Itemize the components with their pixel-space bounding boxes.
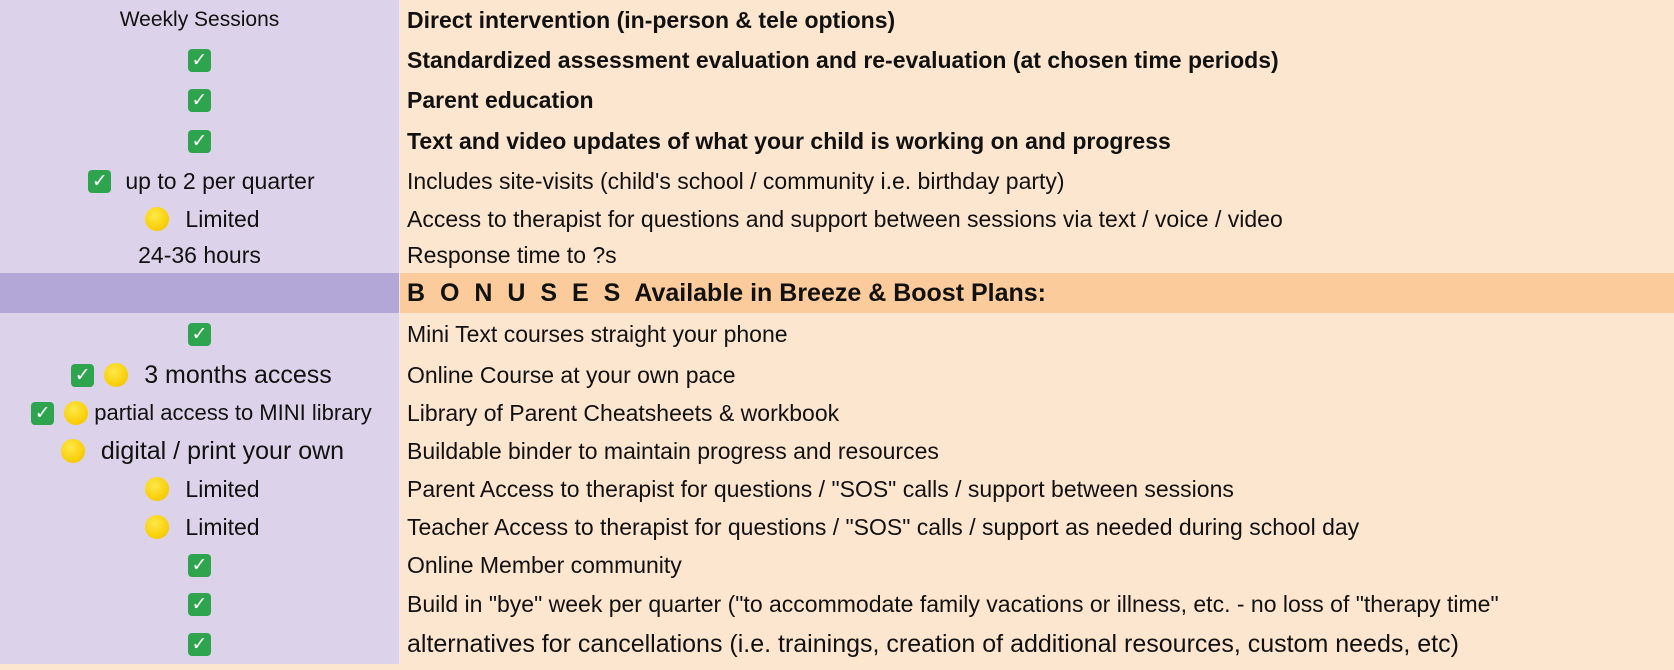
- left-cell: [0, 200, 400, 238]
- right-cell: Parent Access to therapist for questions / "SOS" calls / support between sessions: [407, 475, 1234, 502]
- table-row: [0, 508, 1674, 546]
- left-cell: [0, 625, 400, 664]
- bonus-title: B O N U S E S: [407, 278, 625, 307]
- yellow-circle-icon: [145, 477, 169, 501]
- yellow-circle-icon: [145, 207, 169, 231]
- right-cell: Parent education: [407, 87, 594, 113]
- check-mark-icon: ✓: [188, 593, 211, 616]
- left-cell-text: partial access to MINI library: [94, 400, 372, 425]
- check-mark-icon: ✓: [88, 170, 111, 193]
- table-row: [0, 625, 1674, 664]
- left-cell: [0, 508, 400, 546]
- right-cell: Library of Parent Cheatsheets & workbook: [407, 399, 840, 426]
- right-cell: Response time to ?s: [407, 242, 617, 268]
- yellow-circle-icon: [64, 401, 88, 425]
- check-mark-icon: ✓: [71, 364, 94, 387]
- yellow-circle-icon: [61, 439, 85, 463]
- left-cell: [0, 40, 400, 80]
- header-left-label: Weekly Sessions: [0, 0, 400, 40]
- left-cell: [0, 121, 400, 162]
- right-cell: Access to therapist for questions and support between sessions via text / voice / video: [407, 205, 1283, 232]
- right-cell: Build in "bye" week per quarter ("to accommodate family vacations or illness, etc. - no loss of "therapy time": [407, 591, 1499, 617]
- bonus-header-row: [0, 273, 1674, 313]
- table-row: [0, 40, 1674, 80]
- table-row: [0, 584, 1674, 625]
- right-cell: Text and video updates of what your child is working on and progress: [407, 128, 1171, 154]
- table-row: [0, 162, 1674, 200]
- right-cell: Online Course at your own pace: [407, 361, 736, 388]
- left-cell-text: Limited: [185, 475, 260, 502]
- left-cell-text: up to 2 per quarter: [125, 167, 315, 194]
- bonus-subtitle: Available in Breeze & Boost Plans:: [634, 278, 1047, 307]
- right-cell: Standardized assessment evaluation and re-evaluation (at chosen time periods): [407, 46, 1279, 73]
- table-row: [0, 238, 1674, 273]
- header-row: [0, 0, 1674, 40]
- table-row: [0, 394, 1674, 432]
- check-mark-icon: ✓: [188, 89, 211, 112]
- left-cell-text: Limited: [185, 513, 260, 540]
- table-row: [0, 200, 1674, 238]
- left-cell-text: digital / print your own: [100, 436, 345, 465]
- header-right-label: Direct intervention (in-person & tele options): [407, 6, 896, 33]
- check-mark-icon: ✓: [31, 402, 54, 425]
- table-row: [0, 356, 1674, 394]
- left-cell: [0, 238, 400, 273]
- left-cell-text: 3 months access: [144, 360, 332, 389]
- table-row: [0, 80, 1674, 121]
- left-cell-text: 24-36 hours: [138, 242, 261, 268]
- left-cell: [0, 80, 400, 121]
- yellow-circle-icon: [145, 515, 169, 539]
- yellow-circle-icon: [104, 363, 128, 387]
- check-mark-icon: ✓: [188, 323, 211, 346]
- left-cell: [0, 432, 400, 470]
- bonus-header-right: [400, 273, 1674, 313]
- table-row: [0, 546, 1674, 584]
- right-cell: Teacher Access to therapist for questions / "SOS" calls / support as needed during school day: [407, 513, 1360, 540]
- table-row: [0, 121, 1674, 162]
- left-cell: [0, 356, 400, 394]
- check-mark-icon: ✓: [188, 554, 211, 577]
- left-cell: [0, 470, 400, 508]
- table-row: [0, 313, 1674, 356]
- right-cell: alternatives for cancellations (i.e. trainings, creation of additional resources, custom needs, etc): [407, 630, 1459, 658]
- left-cell: [0, 394, 400, 432]
- right-cell: Buildable binder to maintain progress and resources: [407, 437, 939, 464]
- bonus-header-left: [0, 273, 400, 313]
- right-cell: Includes site-visits (child's school / community i.e. birthday party): [407, 167, 1065, 194]
- left-cell: [0, 584, 400, 625]
- left-cell: [0, 162, 400, 200]
- right-cell: Mini Text courses straight your phone: [407, 321, 788, 347]
- left-cell: [0, 546, 400, 584]
- left-cell-text: Limited: [185, 205, 260, 232]
- left-cell: [0, 313, 400, 356]
- check-mark-icon: ✓: [188, 633, 211, 656]
- check-mark-icon: ✓: [188, 49, 211, 72]
- table-row: [0, 470, 1674, 508]
- table-row: [0, 432, 1674, 470]
- right-cell: Online Member community: [407, 551, 682, 578]
- check-mark-icon: ✓: [188, 130, 211, 153]
